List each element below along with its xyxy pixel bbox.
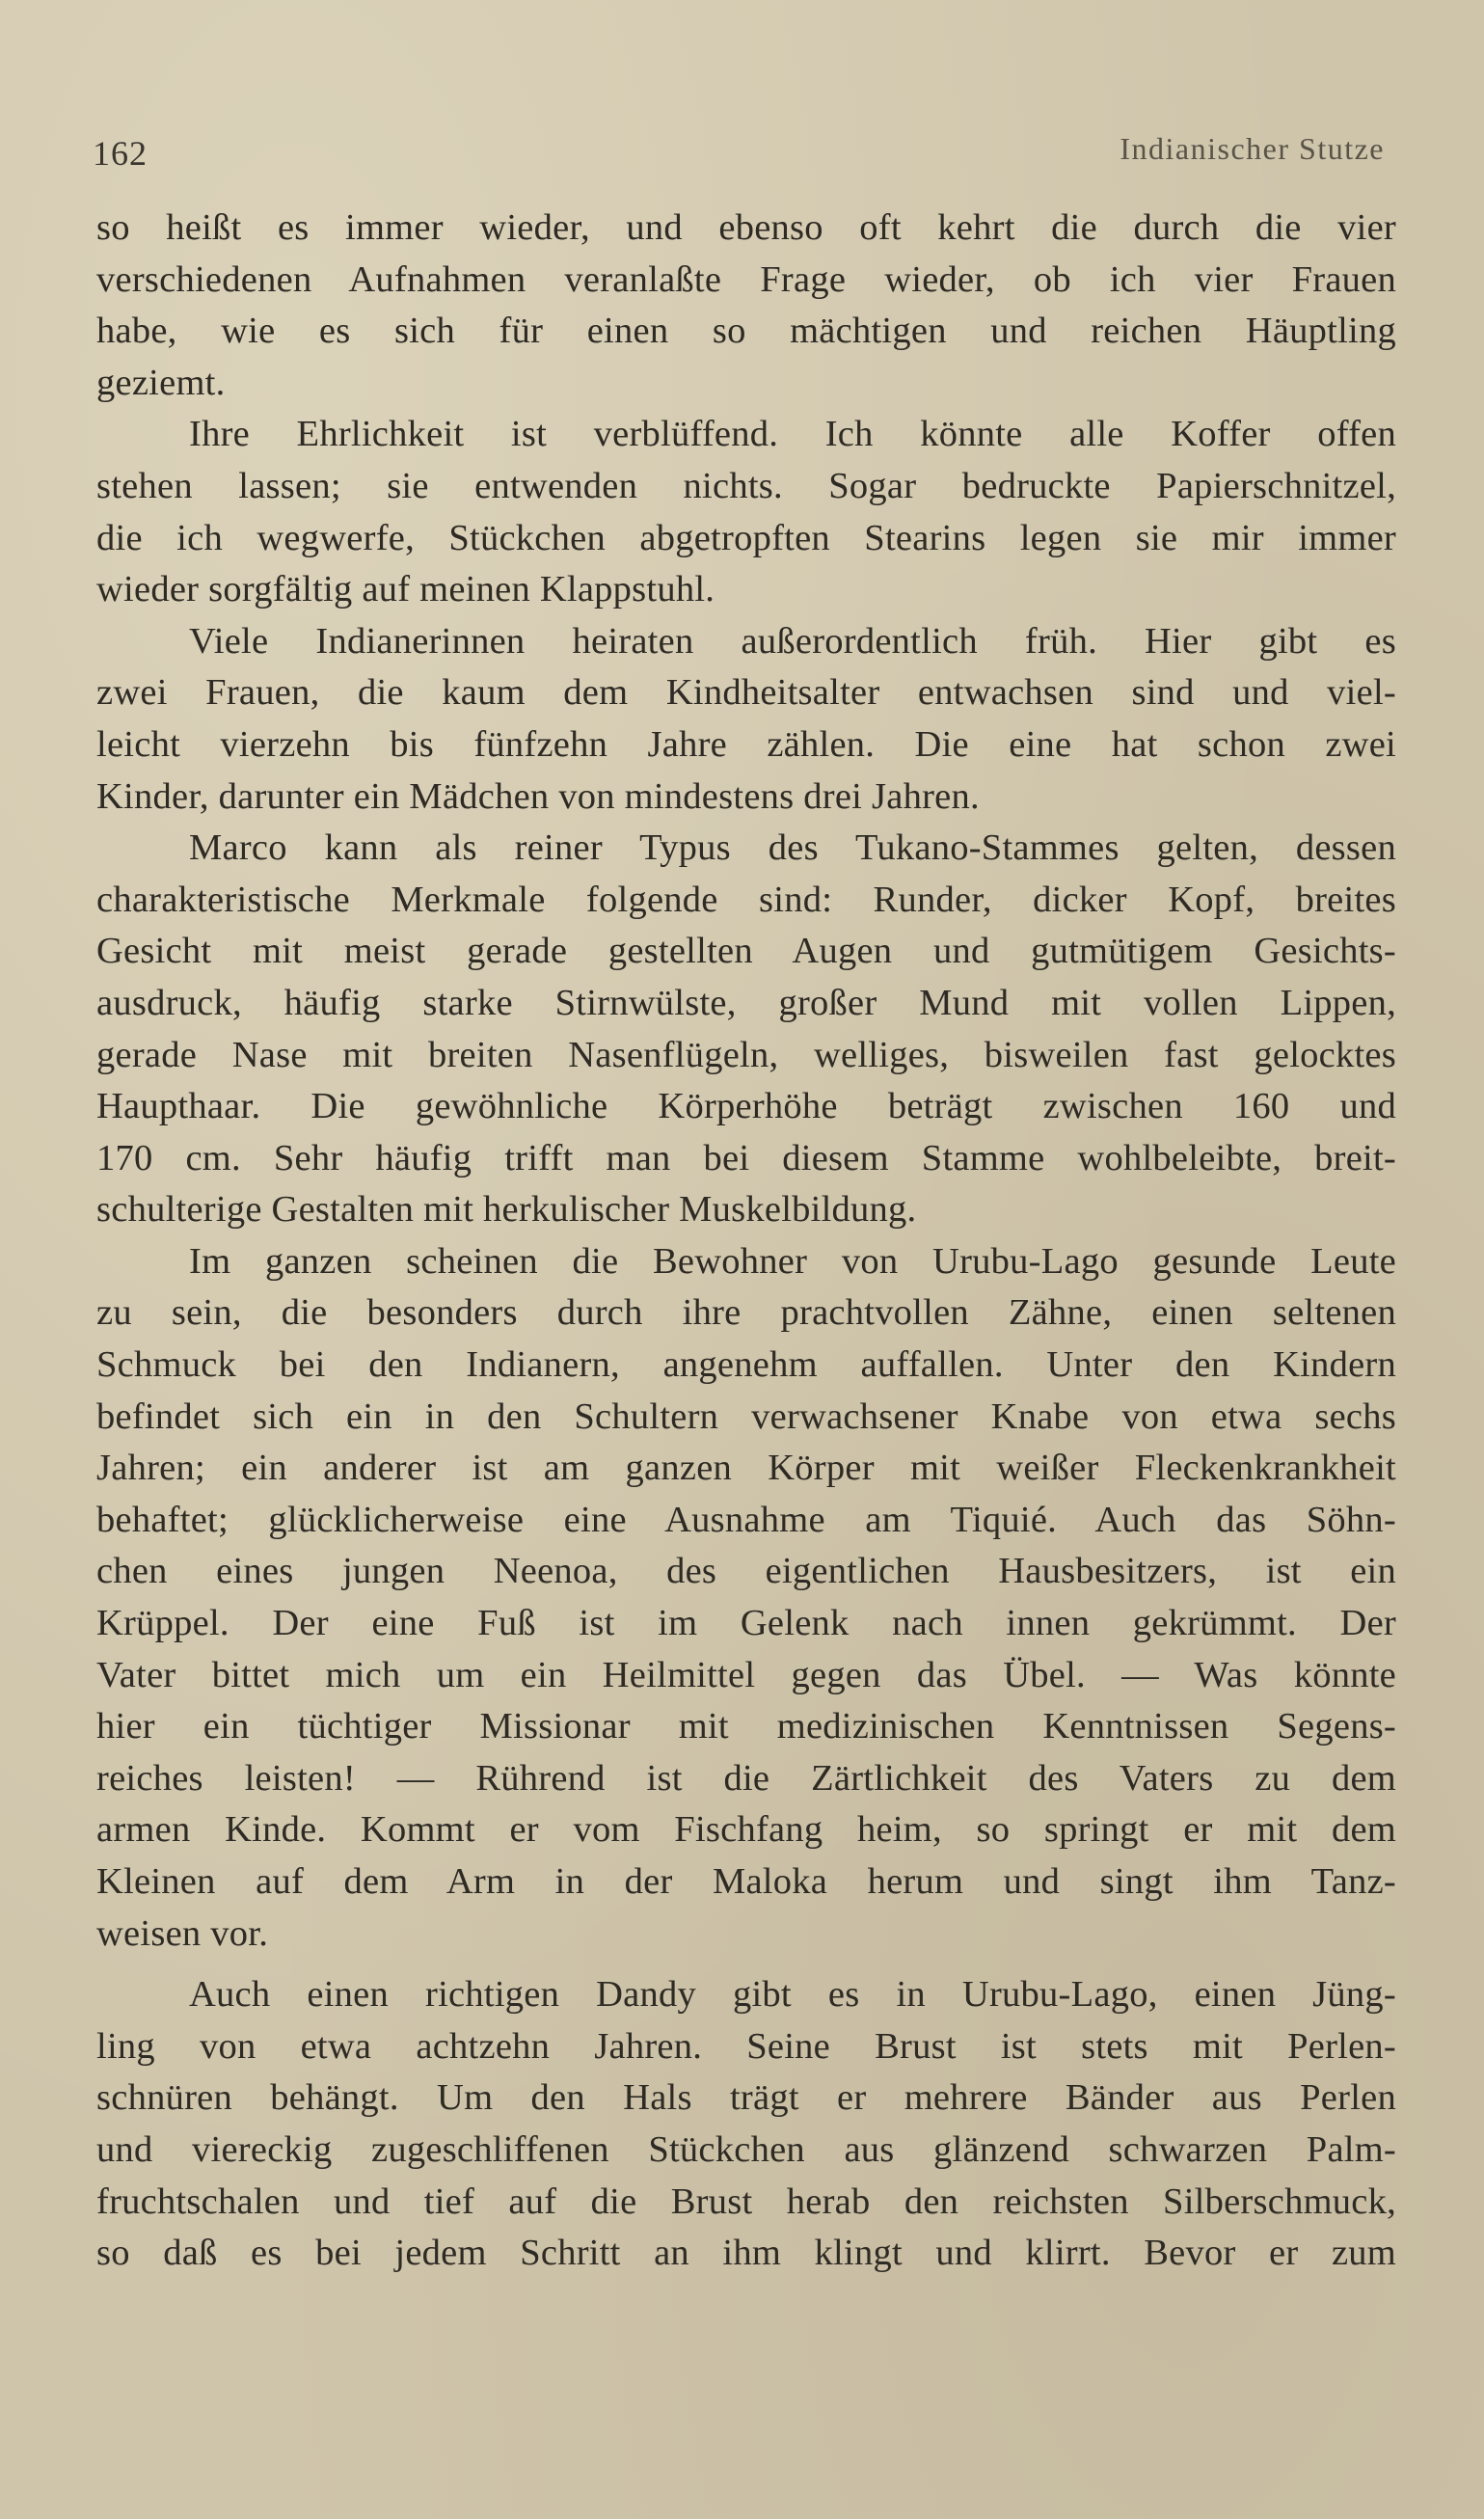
text-line: ausdruck, häufig starke Stirnwülste, großer Mund mit vollen Lippen, (96, 982, 1396, 1023)
text-line: stehen lassen; sie entwenden nichts. Sogar bedruckte Papierschnitzel, (96, 465, 1396, 506)
running-head: Indianischer Stutze (1120, 131, 1385, 166)
page-header (93, 123, 1385, 181)
body-text (96, 203, 1396, 2280)
text-line: Viele Indianerinnen heiraten außerordentlich früh. Hier gibt es (189, 620, 1396, 662)
text-line: Jahren; ein anderer ist am ganzen Körper mit weißer Fleckenkrankheit (96, 1448, 1396, 1489)
text-line: Kinder, darunter ein Mädchen von mindestens drei Jahren. (96, 775, 980, 817)
text-line: chen eines jungen Neenoa, des eigentlichen Hausbesitzers, ist ein (96, 1551, 1396, 1592)
text-line: behaftet; glücklicherweise eine Ausnahme am Tiquié. Auch das Söhn- (96, 1499, 1396, 1540)
paragraph (96, 1236, 1396, 1960)
text-line: zu sein, die besonders durch ihre prachtvollen Zähne, einen seltenen (96, 1292, 1396, 1334)
text-line: Marco kann als reiner Typus des Tukano-Stammes gelten, dessen (189, 827, 1396, 869)
text-line: leicht vierzehn bis fünfzehn Jahre zählen. Die eine hat schon zwei (96, 723, 1396, 765)
text-line: Vater bittet mich um ein Heilmittel gegen das Übel. — Was könnte (96, 1654, 1396, 1695)
paragraph (96, 823, 1396, 1236)
paragraph (96, 616, 1396, 823)
text-line: so heißt es immer wieder, und ebenso oft kehrt die durch die vier (96, 207, 1396, 248)
page-number: 162 (93, 134, 148, 173)
text-line: armen Kinde. Kommt er vom Fischfang heim, so springt er mit dem (96, 1809, 1396, 1851)
text-line: Gesicht mit meist gerade gestellten Augen und gutmütigem Gesichts- (96, 931, 1396, 972)
text-line: so daß es bei jedem Schritt an ihm klingt und klirrt. Bevor er zum (96, 2233, 1396, 2274)
text-line: befindet sich ein in den Schultern verwachsener Knabe von etwa sechs (96, 1395, 1396, 1437)
text-line: Kleinen auf dem Arm in der Maloka herum und singt ihm Tanz- (96, 1861, 1396, 1902)
text-line: 170 cm. Sehr häufig trifft man bei diesem Stamme wohlbeleibte, breit- (96, 1137, 1396, 1178)
text-line: Im ganzen scheinen die Bewohner von Urubu-Lago gesunde Leute (189, 1240, 1396, 1282)
text-line: gerade Nase mit breiten Nasenflügeln, welliges, bisweilen fast gelocktes (96, 1034, 1396, 1075)
text-line: weisen vor. (96, 1912, 269, 1954)
paragraph (96, 1969, 1396, 2280)
paragraph-gap (96, 1960, 1396, 1969)
text-line: und viereckig zugeschliffenen Stückchen aus glänzend schwarzen Palm- (96, 2128, 1396, 2170)
text-line: hier ein tüchtiger Missionar mit medizinischen Kenntnissen Segens- (96, 1706, 1396, 1747)
text-line: reiches leisten! — Rührend ist die Zärtlichkeit des Vaters zu dem (96, 1757, 1396, 1799)
text-line: die ich wegwerfe, Stückchen abgetropften Stearins legen sie mir immer (96, 517, 1396, 558)
text-line: wieder sorgfältig auf meinen Klappstuhl. (96, 569, 715, 610)
text-line: Krüppel. Der eine Fuß ist im Gelenk nach innen gekrümmt. Der (96, 1603, 1396, 1644)
text-line: fruchtschalen und tief auf die Brust herab den reichsten Silberschmuck, (96, 2180, 1396, 2222)
text-line: ling von etwa achtzehn Jahren. Seine Brust ist stets mit Perlen- (96, 2025, 1396, 2067)
text-line: geziemt. (96, 362, 226, 403)
text-line: Haupthaar. Die gewöhnliche Körperhöhe beträgt zwischen 160 und (96, 1086, 1396, 1127)
text-line: schulterige Gestalten mit herkulischer Muskelbildung. (96, 1189, 917, 1231)
text-line: Auch einen richtigen Dandy gibt es in Urubu-Lago, einen Jüng- (189, 1974, 1396, 2016)
text-line: Ihre Ehrlichkeit ist verblüffend. Ich könnte alle Koffer offen (189, 414, 1396, 455)
text-line: schnüren behängt. Um den Hals trägt er mehrere Bänder aus Perlen (96, 2077, 1396, 2119)
text-line: habe, wie es sich für einen so mächtigen und reichen Häuptling (96, 311, 1396, 352)
paragraph (96, 409, 1396, 615)
text-line: zwei Frauen, die kaum dem Kindheitsalter entwachsen sind und viel- (96, 672, 1396, 714)
paragraph (96, 203, 1396, 409)
text-line: charakteristische Merkmale folgende sind: Runder, dicker Kopf, breites (96, 879, 1396, 920)
text-line: verschiedenen Aufnahmen veranlaßte Frage wieder, ob ich vier Frauen (96, 258, 1396, 300)
text-line: Schmuck bei den Indianern, angenehm auffallen. Unter den Kindern (96, 1344, 1396, 1386)
